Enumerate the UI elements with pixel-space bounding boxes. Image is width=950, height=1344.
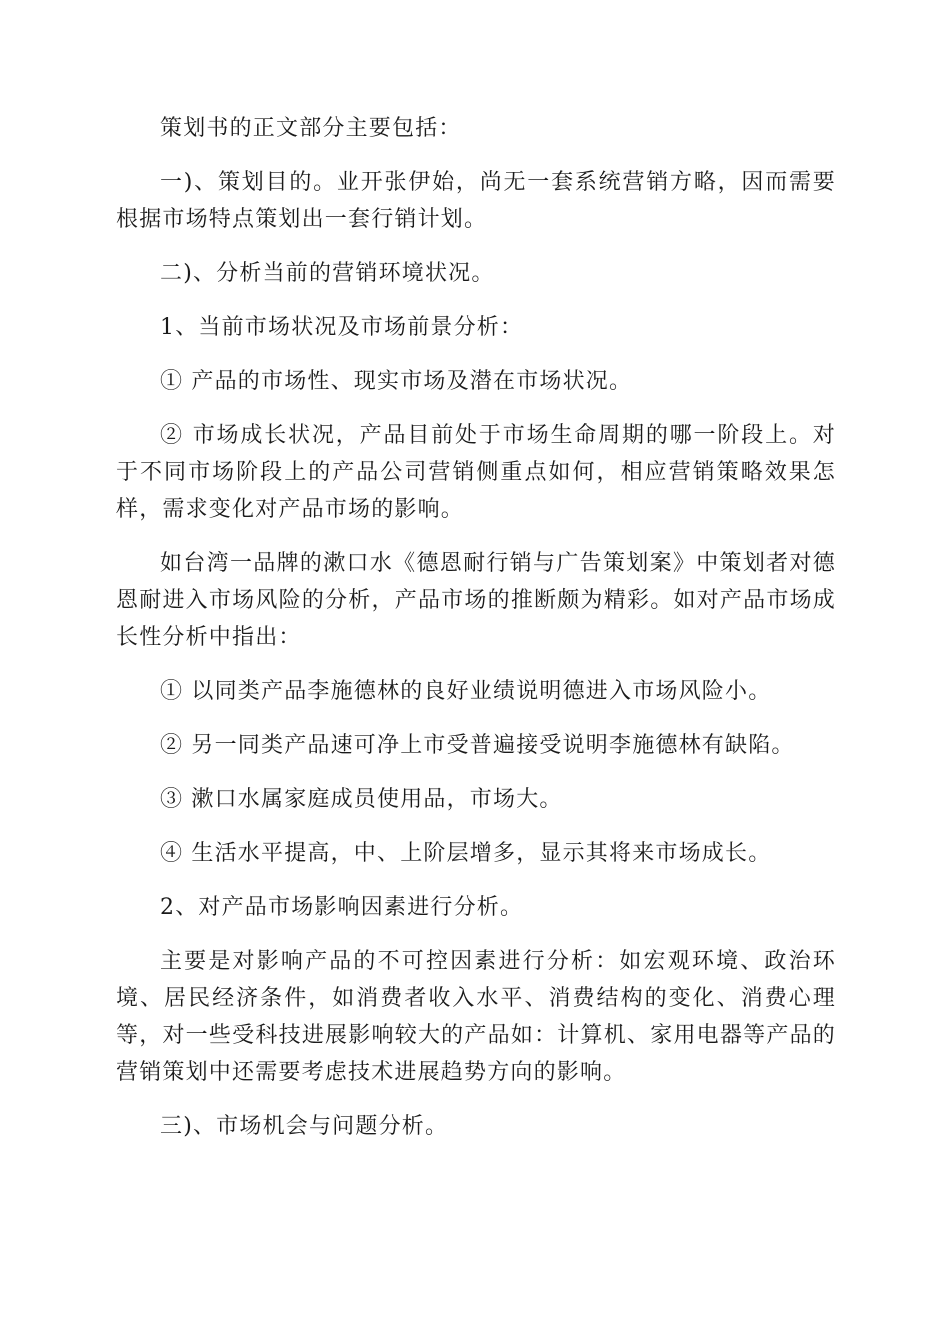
paragraph-item-1: ① 产品的市场性、现实市场及潜在市场状况。 bbox=[160, 369, 633, 394]
paragraph-section-1: 一)、策划目的。业开张伊始，尚无一套系统营销方略，因而需要根据市场特点策划出一套行销计划。 bbox=[116, 170, 836, 232]
paragraph-section-3: 三)、市场机会与问题分析。 bbox=[160, 1114, 449, 1139]
paragraph-factors: 主要是对影响产品的不可控因素进行分析：如宏观环境、政治环境、居民经济条件，如消费者收入水平、消费结构的变化、消费心理等，对一些受科技进展影响较大的产品如：计算机、家用电器等产品的营销策划中还需要考虑技术进展趋势方向的影响。 bbox=[116, 949, 836, 1085]
document-body bbox=[116, 110, 836, 1162]
paragraph-item-2: ② 市场成长状况，产品目前处于市场生命周期的哪一阶段上。对于不同市场阶段上的产品公司营销侧重点如何，相应营销策略效果怎样，需求变化对产品市场的影响。 bbox=[116, 423, 836, 522]
paragraph-example-item-2: ② 另一同类产品速可净上市受普遍接受说明李施德林有缺陷。 bbox=[160, 733, 795, 758]
paragraph-example-item-3: ③ 漱口水属家庭成员使用品，市场大。 bbox=[160, 787, 563, 812]
paragraph-intro: 策划书的正文部分主要包括： bbox=[160, 116, 462, 141]
paragraph-example: 如台湾一品牌的漱口水《德恩耐行销与广告策划案》中策划者对德恩耐进入市场风险的分析，产品市场的推断颇为精彩。如对产品市场成长性分析中指出： bbox=[116, 551, 836, 650]
paragraph-subsection-1: 1、当前市场状况及市场前景分析： bbox=[160, 315, 524, 340]
paragraph-section-2: 二)、分析当前的营销环境状况。 bbox=[160, 261, 495, 286]
paragraph-example-item-4: ④ 生活水平提高，中、上阶层增多，显示其将来市场成长。 bbox=[160, 841, 772, 866]
paragraph-subsection-2: 2、对产品市场影响因素进行分析。 bbox=[160, 895, 524, 920]
paragraph-example-item-1: ① 以同类产品李施德林的良好业绩说明德进入市场风险小。 bbox=[160, 679, 772, 704]
